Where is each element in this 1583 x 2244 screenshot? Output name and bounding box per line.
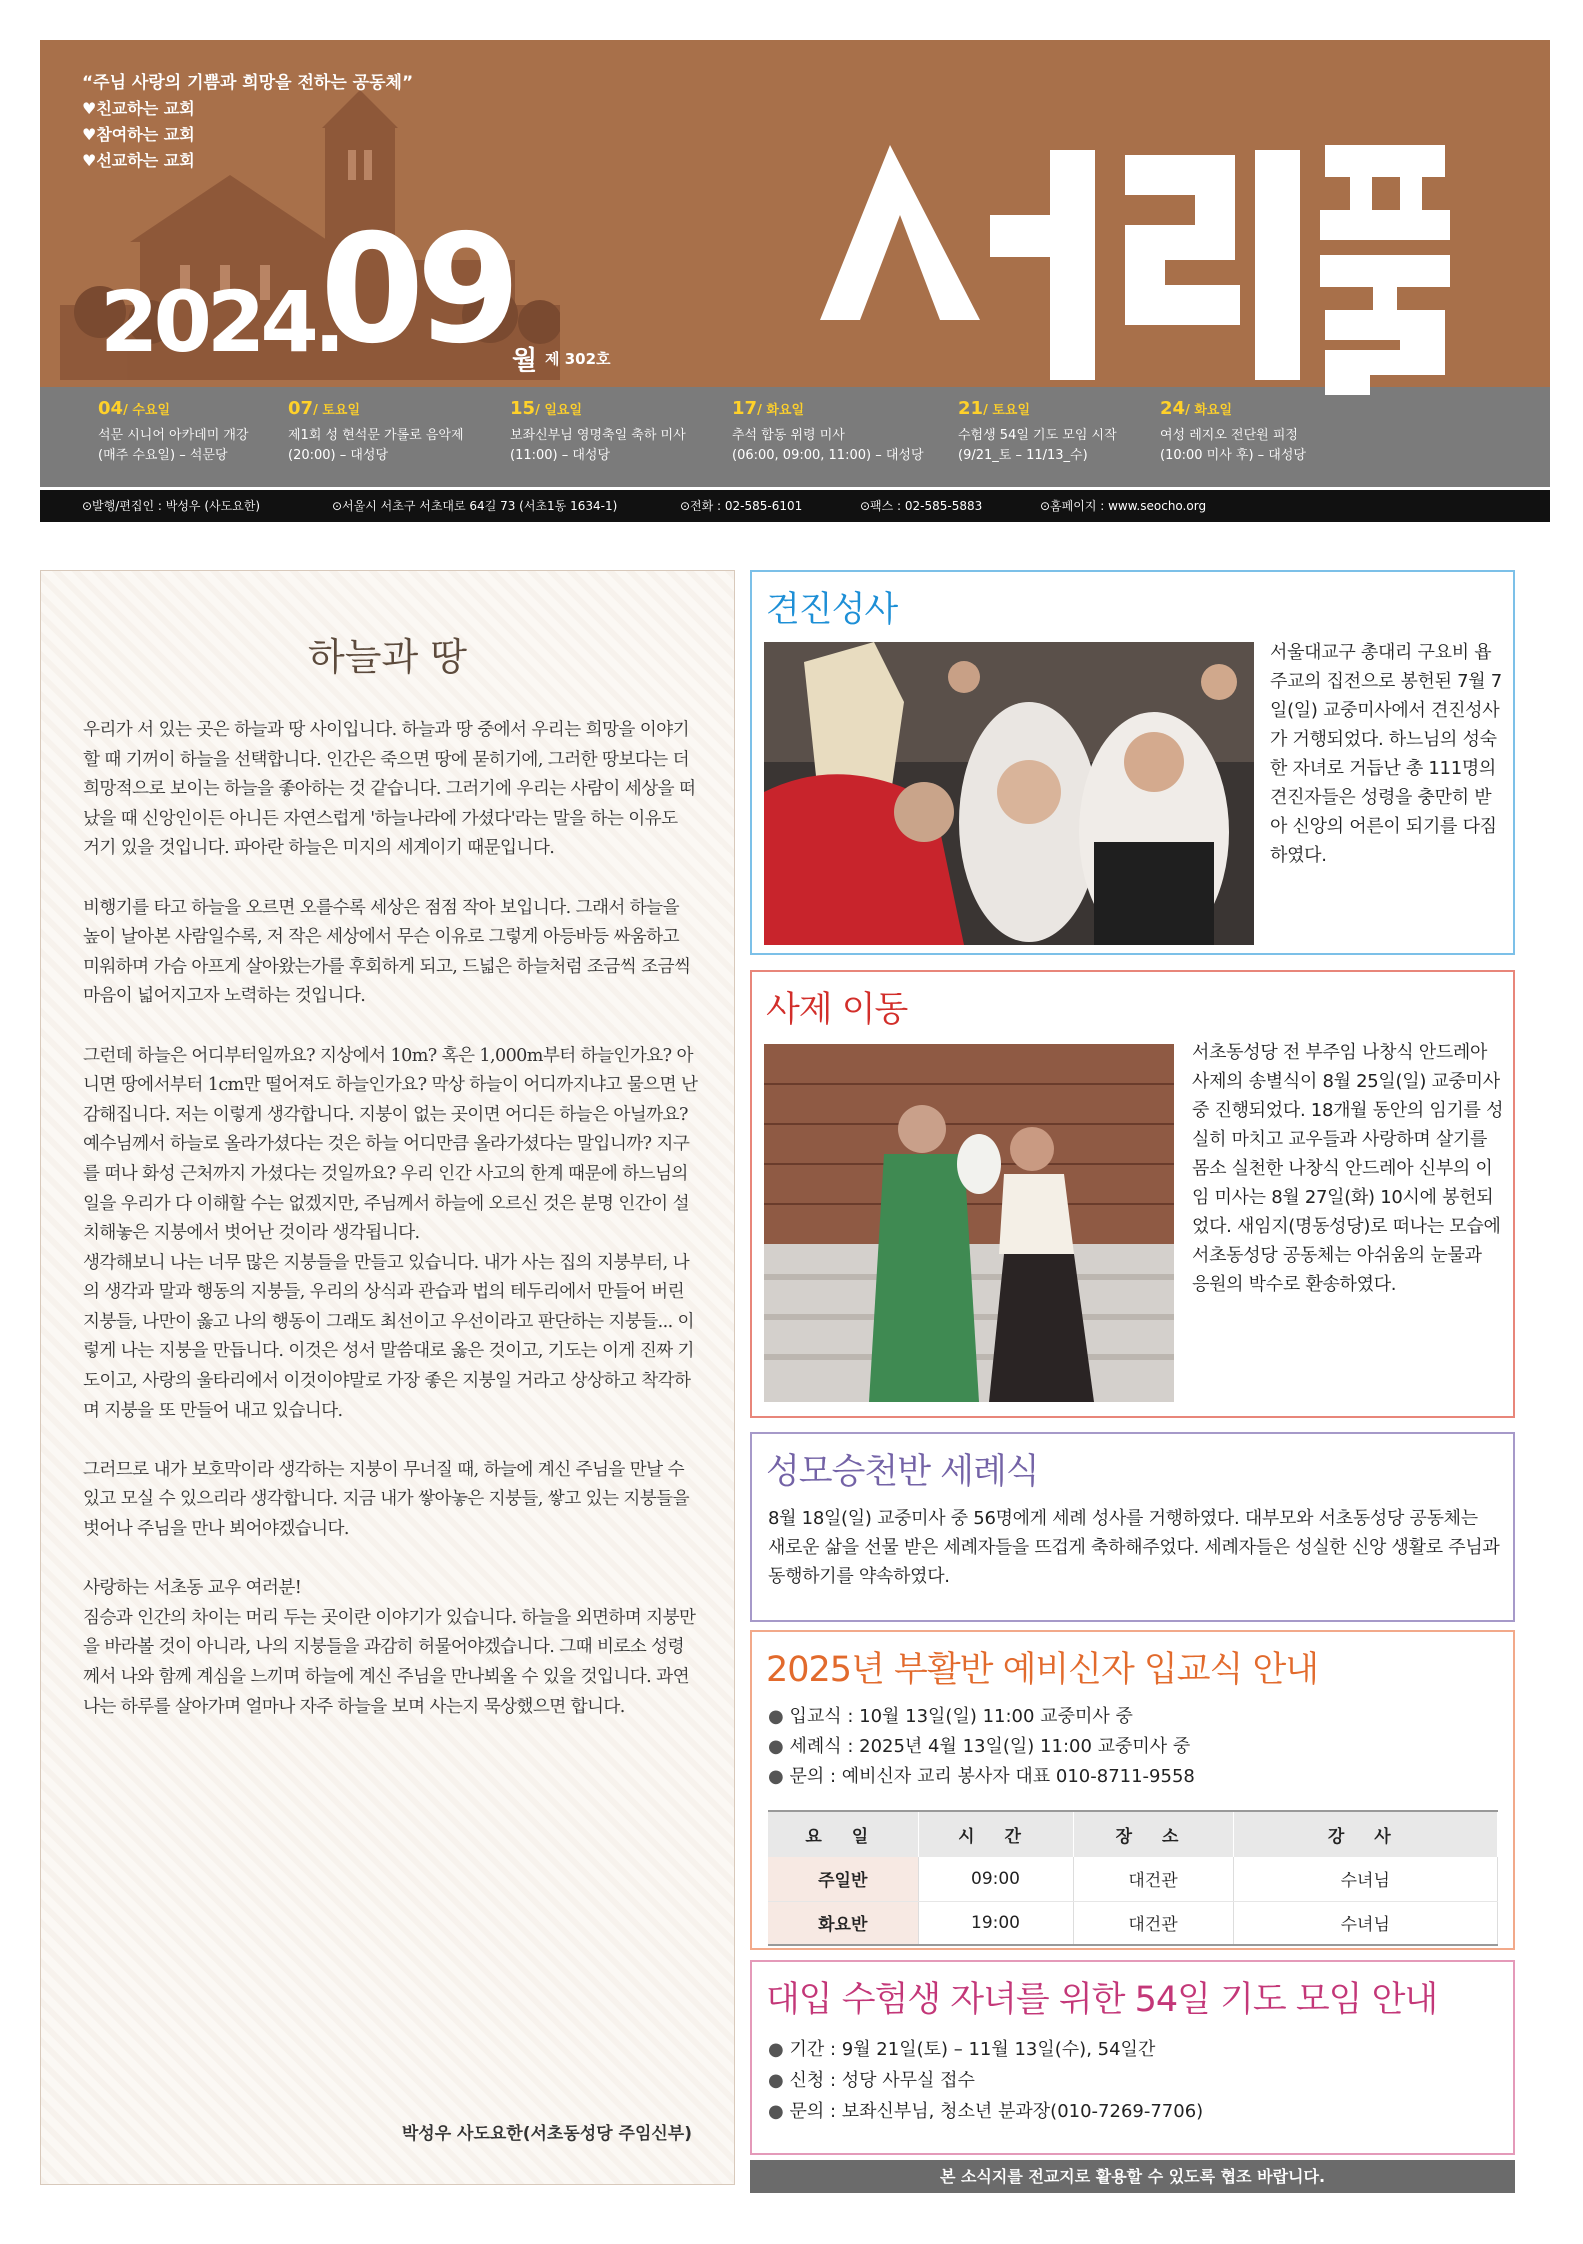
event-title: 보좌신부님 영명축일 축하 미사 — [510, 428, 686, 443]
motto: “주님 사랑의 기쁨과 희망을 전하는 공동체” — [82, 73, 414, 93]
event-item — [1160, 397, 1390, 466]
table-row — [768, 1857, 1498, 1901]
event-title: 수험생 54일 기도 모임 시작 — [958, 428, 1117, 443]
table-cell: 09:00 — [918, 1857, 1073, 1901]
issue-month: 09 — [320, 203, 513, 377]
section-title: 2025년 부활반 예비신자 입교식 안내 — [766, 1650, 1319, 1690]
paragraph: 우리가 서 있는 곳은 하늘과 땅 사이입니다. 하늘과 땅 중에서 우리는 희망을 이야기할 때 기꺼이 하늘을 선택합니다. 인간은 죽으면 땅에 묻히기에, 그러한 땅보다는 더 희망적으로 보이는 하늘을 좋아하는 것 같습니다. 그러기에 우리는 사람이 세상을 떠났을 때 신앙인이든 아니든 자연스럽게 '하늘나라에 가셨다'라는 말을 하는 이유도 거기 있을 것입니다. 파아란 하늘은 미지의 세계이기 때문입니다. — [83, 720, 696, 859]
bullet-icon: ● — [768, 1736, 784, 1757]
value-2: ♥참여하는 교회 — [82, 125, 195, 144]
table-cell: 화요반 — [768, 1901, 918, 1945]
event-date: 17/ 화요일 — [732, 398, 805, 419]
event-title: 여성 레지오 전단원 피정 — [1160, 428, 1298, 443]
phone-info: ⊙전화 : 02-585-6101 — [680, 499, 803, 513]
paragraph: 짐승과 인간의 차이는 머리 두는 곳이란 이야기가 있습니다. 하늘을 외면하며 지붕만을 바라볼 것이 아니라, 나의 지붕들을 과감히 허물어야겠습니다. 그때 비로소 성령께서 나와 함께 계심을 느끼며 하늘에 계신 주님을 만나뵈올 수 있을 것입니다. 과연 나는 하루를 살아가며 얼마나 자주 하늘을 보며 사는지 묵상했으면 합니다. — [83, 1607, 696, 1717]
table-cell: 수녀님 — [1233, 1857, 1498, 1901]
paragraph: 그런데 하늘은 어디부터일까요? 지상에서 10m? 혹은 1,000m부터 하늘인가요? 아니면 땅에서부터 1cm만 떨어져도 하늘인가요? 막상 하늘이 어디까지냐고 물으면 난감해집니다. 저는 이렇게 생각합니다. 지붕이 없는 곳이면 어디든 하늘은 아닐까요? 예수님께서 하늘로 올라가셨다는 것은 하늘 어디만큼 올라가셨다는 말입니까? 지구를 떠나 화성 근처까지 가셨다는 것일까요? 우리 인간 사고의 한계 때문에 하느님의 일을 우리가 다 이해할 수는 없겠지만, 주님께서 하늘에 오르신 것은 분명 인간이 설치해놓은 지붕에서 벗어난 것이라 생각됩니다. — [83, 1045, 698, 1244]
info-list — [768, 1702, 1195, 1792]
confirmation-photo — [764, 642, 1254, 945]
event-title: 석문 시니어 아카데미 개강 — [98, 428, 249, 443]
section-title: 성모승천반 세례식 — [766, 1452, 1039, 1492]
homepage-link[interactable]: ⊙홈페이지 : www.seocho.org — [1040, 499, 1207, 513]
list-item: ● 기간 : 9월 21일(토) – 11월 13일(수), 54일간 — [768, 2039, 1156, 2060]
event-detail: (매주 수요일) – 석문당 — [98, 448, 228, 463]
exam-prayer-section — [750, 1960, 1515, 2155]
priest-transfer-section — [750, 970, 1515, 1418]
table-header-row — [768, 1811, 1498, 1857]
confirmation-section — [750, 570, 1515, 955]
list-item: ● 문의 : 예비신자 교리 봉사자 대표 010-8711-9558 — [768, 1766, 1195, 1787]
farewell-photo — [764, 1044, 1174, 1402]
bullet-icon: ● — [768, 2039, 784, 2060]
catechumen-section — [750, 1630, 1515, 1950]
bullet-icon: ● — [768, 1706, 784, 1727]
event-date: 07/ 토요일 — [288, 398, 361, 419]
table-cell: 대건관 — [1073, 1857, 1233, 1901]
event-date: 15/ 일요일 — [510, 398, 583, 419]
paragraph: 비행기를 타고 하늘을 오르면 오를수록 세상은 점점 작아 보입니다. 그래서 하늘을 높이 날아본 사람일수록, 저 작은 세상에서 무슨 이유로 그렇게 아등바등 싸움하고 미워하며 가슴 아프게 살아왔는가를 후회하게 되고, 드넓은 하늘처럼 조금씩 조금씩 마음이 넓어지고자 노력하는 것입니다. — [83, 897, 691, 1007]
column-header: 장 소 — [1073, 1811, 1233, 1857]
table-cell: 19:00 — [918, 1901, 1073, 1945]
list-item: ● 신청 : 성당 사무실 접수 — [768, 2070, 975, 2091]
column-header: 시 간 — [918, 1811, 1073, 1857]
bullet-icon: ● — [768, 1766, 784, 1787]
event-date: 21/ 토요일 — [958, 398, 1031, 419]
column-header: 요 일 — [768, 1811, 918, 1857]
list-item: ● 문의 : 보좌신부님, 청소년 분과장(010-7269-7706) — [768, 2101, 1204, 2122]
bullet-icon: ● — [768, 2101, 784, 2122]
class-schedule-table — [768, 1810, 1498, 1946]
publisher-info: ⊙발행/편집인 : 박성우 (사도요한) — [82, 499, 261, 513]
event-detail: (9/21_토 – 11/13_수) — [958, 448, 1088, 463]
section-title: 견진성사 — [766, 590, 898, 630]
issue-year: 2024. — [100, 273, 341, 371]
event-date: 24/ 화요일 — [1160, 398, 1233, 419]
column-body — [83, 716, 698, 1752]
newsletter-title-logo — [780, 105, 1450, 405]
column-signature: 박성우 사도요한(서초동성당 주임신부) — [401, 2124, 692, 2144]
paragraph: 생각해보니 나는 너무 많은 지붕들을 만들고 있습니다. 내가 사는 집의 지붕부터, 나의 생각과 말과 행동의 지붕들, 우리의 상식과 관습과 법의 테두리에서 만들어 버린 지붕들, 나만이 옳고 나의 행동이 그래도 최선이고 우선이라고 판단하는 지붕들... 이렇게 나는 지붕을 만듭니다. 이것은 성서 말씀대로 옳은 것이고, 기도는 이게 진짜 기도이고, 사랑의 울타리에서 이것이야말로 가장 좋은 지붕일 거라고 상상하고 착각하며 지붕을 또 만들어 내고 있습니다. — [83, 1252, 694, 1421]
event-date: 04/ 수요일 — [98, 398, 171, 419]
event-detail: (06:00, 09:00, 11:00) – 대성당 — [732, 448, 924, 463]
table-cell: 주일반 — [768, 1857, 918, 1901]
section-text: 서초동성당 전 부주임 나창식 안드레아 사제의 송별식이 8월 25일(일) 교중미사 중 진행되었다. 18개월 동안의 임기를 성실히 마치고 교우들과 사랑하며 살기를 몸소 실천한 나창식 안드레아 신부의 이임 미사는 8월 27일(화) 10시에 봉헌되었다. 새임지(명동성당)로 떠나는 모습에 서초동성당 공동체는 아쉬움의 눈물과 응원의 박수로 환송하였다. — [1192, 1042, 1504, 1295]
value-3: ♥선교하는 교회 — [82, 151, 195, 170]
bullet-icon: ● — [768, 2070, 784, 2091]
table-cell: 대건관 — [1073, 1901, 1233, 1945]
issue-month-unit: 월 — [512, 346, 538, 376]
event-title: 추석 합동 위령 미사 — [732, 428, 845, 443]
event-detail: (11:00) – 대성당 — [510, 448, 611, 463]
paragraph: 그러므로 내가 보호막이라 생각하는 지붕이 무너질 때, 하늘에 계신 주님을 만날 수 있고 모실 수 있으리라 생각합니다. 지금 내가 쌓아놓은 지붕들, 쌓고 있는 지붕들을 벗어나 주님을 만나 뵈어야겠습니다. — [83, 1459, 689, 1540]
column-title: 하늘과 땅 — [308, 635, 467, 679]
paragraph: 사랑하는 서초동 교우 여러분! — [83, 1578, 302, 1599]
value-1: ♥친교하는 교회 — [82, 99, 195, 118]
section-title: 사제 이동 — [766, 990, 908, 1030]
column-header: 강 사 — [1233, 1811, 1498, 1857]
list-item: ● 세례식 : 2025년 4월 13일(일) 11:00 교중미사 중 — [768, 1736, 1191, 1757]
event-item — [288, 397, 518, 466]
baptism-section — [750, 1432, 1515, 1622]
info-bar — [40, 490, 1550, 522]
event-detail: (10:00 미사 후) – 대성당 — [1160, 448, 1306, 463]
table-row — [768, 1901, 1498, 1945]
list-item: ● 입교식 : 10월 13일(일) 11:00 교중미사 중 — [768, 1706, 1133, 1727]
event-title: 제1회 성 현석문 가롤로 음악제 — [288, 428, 464, 443]
footer-notice: 본 소식지를 전교지로 활용할 수 있도록 협조 바랍니다. — [750, 2160, 1515, 2193]
event-detail: (20:00) – 대성당 — [288, 448, 389, 463]
pastor-column — [40, 570, 735, 2185]
table-cell: 수녀님 — [1233, 1901, 1498, 1945]
info-list — [768, 2034, 1203, 2127]
address-info: ⊙서울시 서초구 서초대로 64길 73 (서초1동 1634-1) — [332, 499, 618, 513]
section-title: 대입 수험생 자녀를 위한 54일 기도 모임 안내 — [766, 1980, 1438, 2020]
event-item — [510, 397, 740, 466]
section-text: 서울대교구 총대리 구요비 욥 주교의 집전으로 봉헌된 7월 7일(일) 교중미사에서 견진성사가 거행되었다. 하느님의 성숙한 자녀로 거듭난 총 111명의 견진자들은 성령을 충만히 받아 신앙의 어른이 되기를 다짐하였다. — [1270, 642, 1502, 866]
issue-number: 제 302호 — [545, 350, 611, 368]
event-item — [732, 397, 962, 466]
fax-info: ⊙팩스 : 02-585-5883 — [860, 499, 983, 513]
event-item — [958, 397, 1188, 466]
section-text: 8월 18일(일) 교중미사 중 56명에게 세례 성사를 거행하였다. 대부모와 서초동성당 공동체는 새로운 삶을 선물 받은 세례자들을 뜨겁게 축하해주었다. 세례자들은 성실한 신앙 생활로 주님과 동행하기를 약속하였다. — [768, 1508, 1500, 1587]
motto-block — [82, 70, 413, 174]
